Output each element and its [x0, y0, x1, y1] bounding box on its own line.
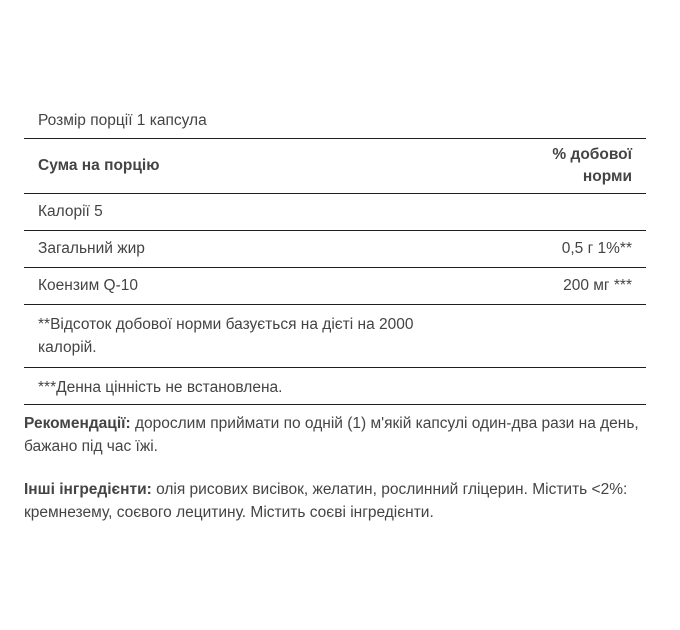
- nutrient-name: Загальний жир: [38, 240, 145, 257]
- recommendations-label: Рекомендації:: [24, 415, 131, 432]
- daily-value-heading-line2: норми: [582, 168, 632, 185]
- other-ingredients-paragraph: [24, 478, 654, 524]
- ingredients-text: олія рисових висівок, желатин, рослинний гліцерин. Містить <2%: кремнезему, соєвого лецитину. Містить соєві інгредієнти.: [24, 481, 628, 521]
- footnote-not-established: ***Денна цінність не встановлена.: [38, 379, 283, 396]
- ingredients-label: Інші інгредієнти:: [24, 481, 152, 498]
- footnote-daily-value: **Відсоток добової норми базується на дієті на 2000 калорій.: [38, 316, 414, 356]
- supplement-facts-table: [24, 102, 646, 405]
- footnote-not-established-row: [24, 368, 646, 405]
- recommendations-paragraph: [24, 412, 654, 458]
- table-row-calories: [24, 194, 646, 231]
- table-header-row: [24, 139, 646, 194]
- footnote-daily-value-row: [24, 305, 646, 368]
- amount-per-serving-heading: Сума на порцію: [38, 157, 160, 174]
- nutrient-value: 200 мг ***: [563, 277, 632, 294]
- daily-value-heading-line1: % добової: [552, 146, 632, 163]
- nutrient-name: Калорії 5: [38, 203, 103, 220]
- serving-size-row: [24, 102, 646, 139]
- daily-value-heading: [552, 144, 632, 188]
- table-row-total-fat: [24, 231, 646, 268]
- nutrient-value: 0,5 г 1%**: [561, 240, 632, 257]
- serving-size-text: Розмір порції 1 капсула: [38, 111, 207, 129]
- recommendations-text: дорослим приймати по одній (1) м'якій капсулі один-два рази на день, бажано під час їжі.: [24, 415, 639, 455]
- nutrient-name: Коензим Q-10: [38, 277, 139, 294]
- table-row-coenzyme-q10: [24, 268, 646, 305]
